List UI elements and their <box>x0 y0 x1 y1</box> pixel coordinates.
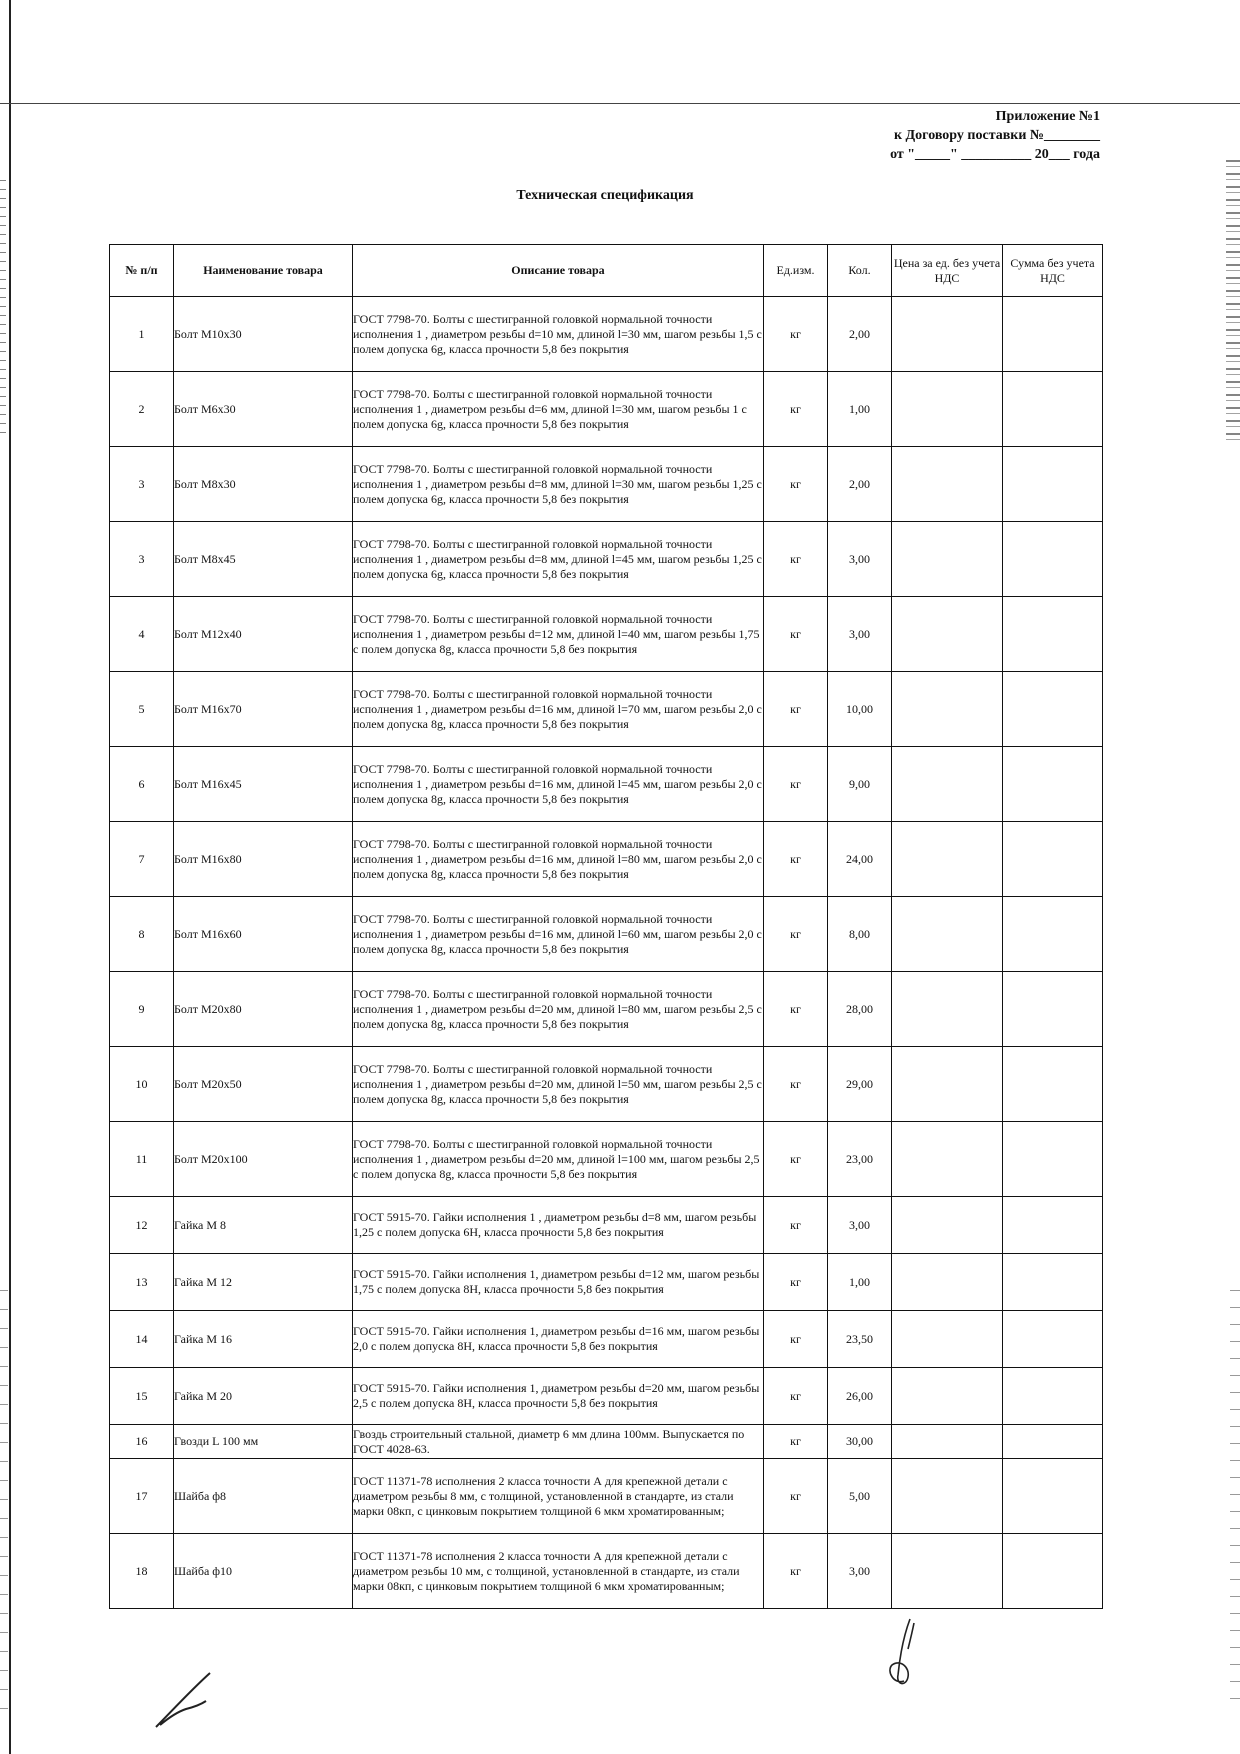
unit: кг <box>764 1459 828 1534</box>
unit: кг <box>764 1534 828 1609</box>
table-row <box>110 1254 1103 1311</box>
total-sum <box>1003 1122 1103 1197</box>
unit: кг <box>764 1425 828 1459</box>
quantity: 3,00 <box>828 1534 892 1609</box>
row-number: 16 <box>110 1425 174 1459</box>
table-row <box>110 447 1103 522</box>
row-number: 5 <box>110 672 174 747</box>
table-row <box>110 1122 1103 1197</box>
quantity: 23,00 <box>828 1122 892 1197</box>
table-body <box>110 297 1103 1609</box>
appendix-number: Приложение №1 <box>995 109 1100 124</box>
unit: кг <box>764 972 828 1047</box>
row-number: 8 <box>110 897 174 972</box>
row-number: 6 <box>110 747 174 822</box>
unit-price <box>892 372 1003 447</box>
unit: кг <box>764 672 828 747</box>
quantity: 3,00 <box>828 597 892 672</box>
total-sum <box>1003 297 1103 372</box>
total-sum <box>1003 1368 1103 1425</box>
col-header-description: Описание товара <box>353 245 764 297</box>
contract-date: от "_____" __________ 20___ года <box>890 147 1100 162</box>
total-sum <box>1003 1534 1103 1609</box>
table-row <box>110 1311 1103 1368</box>
quantity: 3,00 <box>828 1197 892 1254</box>
unit: кг <box>764 522 828 597</box>
table-row <box>110 1197 1103 1254</box>
contract-reference: к Договору поставки №________ <box>893 128 1100 143</box>
appendix-header <box>890 107 1100 164</box>
row-number: 17 <box>110 1459 174 1534</box>
product-description: ГОСТ 7798-70. Болты с шестигранной головкой нормальной точности исполнения 1 , диаметром резьбы d=20 мм, длиной l=80 мм, шагом резьбы 2,5 с полем допуска 8g, класса прочности 5,8 без покрытия <box>353 972 764 1047</box>
unit: кг <box>764 897 828 972</box>
product-name: Болт М16х45 <box>174 747 353 822</box>
product-description: ГОСТ 5915-70. Гайки исполнения 1 , диаметром резьбы d=8 мм, шагом резьбы 1,25 с полем допуска 6Н, класса прочности 5,8 без покрытия <box>353 1197 764 1254</box>
product-name: Болт М12х40 <box>174 597 353 672</box>
product-description: ГОСТ 7798-70. Болты с шестигранной головкой нормальной точности исполнения 1 , диаметром резьбы d=10 мм, длиной l=30 мм, шагом резьбы 1,5 с полем допуска 6g, класса прочности 5,8 без покрытия <box>353 297 764 372</box>
total-sum <box>1003 972 1103 1047</box>
total-sum <box>1003 1311 1103 1368</box>
quantity: 28,00 <box>828 972 892 1047</box>
product-description: ГОСТ 5915-70. Гайки исполнения 1, диаметром резьбы d=16 мм, шагом резьбы 2,0 с полем допуска 8Н, класса прочности 5,8 без покрытия <box>353 1311 764 1368</box>
unit-price <box>892 1254 1003 1311</box>
quantity: 5,00 <box>828 1459 892 1534</box>
unit-price <box>892 447 1003 522</box>
document-title: Техническая спецификация <box>516 188 694 203</box>
table-row <box>110 297 1103 372</box>
product-description: ГОСТ 7798-70. Болты с шестигранной головкой нормальной точности исполнения 1 , диаметром резьбы d=16 мм, длиной l=60 мм, шагом резьбы 2,0 с полем допуска 8g, класса прочности 5,8 без покрытия <box>353 897 764 972</box>
row-number: 3 <box>110 447 174 522</box>
product-name: Болт М16х80 <box>174 822 353 897</box>
table-row <box>110 1534 1103 1609</box>
total-sum <box>1003 447 1103 522</box>
row-number: 3 <box>110 522 174 597</box>
product-name: Болт М8х45 <box>174 522 353 597</box>
total-sum <box>1003 1047 1103 1122</box>
row-number: 18 <box>110 1534 174 1609</box>
table-row <box>110 1368 1103 1425</box>
product-description: ГОСТ 5915-70. Гайки исполнения 1, диаметром резьбы d=12 мм, шагом резьбы 1,75 с полем допуска 8Н, класса прочности 5,8 без покрытия <box>353 1254 764 1311</box>
product-name: Гайка М 8 <box>174 1197 353 1254</box>
table-row <box>110 1459 1103 1534</box>
unit-price <box>892 1122 1003 1197</box>
product-name: Болт М6х30 <box>174 372 353 447</box>
table-row <box>110 972 1103 1047</box>
col-header-quantity: Кол. <box>828 245 892 297</box>
quantity: 30,00 <box>828 1425 892 1459</box>
quantity: 26,00 <box>828 1368 892 1425</box>
scan-artifact-left-lower <box>0 1290 8 1710</box>
col-header-number: № п/п <box>110 245 174 297</box>
product-description: Гвоздь строительный стальной, диаметр 6 мм длина 100мм. Выпускается по ГОСТ 4028-63. <box>353 1425 764 1459</box>
table-row <box>110 822 1103 897</box>
unit: кг <box>764 822 828 897</box>
col-header-unit: Ед.изм. <box>764 245 828 297</box>
quantity: 3,00 <box>828 522 892 597</box>
total-sum <box>1003 897 1103 972</box>
product-name: Болт М16х70 <box>174 672 353 747</box>
product-name: Болт М20х80 <box>174 972 353 1047</box>
total-sum <box>1003 672 1103 747</box>
product-description: ГОСТ 7798-70. Болты с шестигранной головкой нормальной точности исполнения 1 , диаметром резьбы d=8 мм, длиной l=30 мм, шагом резьбы 1,25 с полем допуска 6g, класса прочности 5,8 без покрытия <box>353 447 764 522</box>
row-number: 4 <box>110 597 174 672</box>
table-row <box>110 522 1103 597</box>
scan-top-line <box>0 103 1240 104</box>
table-row <box>110 1047 1103 1122</box>
table-row <box>110 597 1103 672</box>
total-sum <box>1003 747 1103 822</box>
quantity: 1,00 <box>828 372 892 447</box>
unit: кг <box>764 1254 828 1311</box>
product-description: ГОСТ 7798-70. Болты с шестигранной головкой нормальной точности исполнения 1 , диаметром резьбы d=8 мм, длиной l=45 мм, шагом резьбы 1,25 с полем допуска 6g, класса прочности 5,8 без покрытия <box>353 522 764 597</box>
product-name: Гайка М 12 <box>174 1254 353 1311</box>
quantity: 2,00 <box>828 297 892 372</box>
product-name: Гвозди L 100 мм <box>174 1425 353 1459</box>
row-number: 1 <box>110 297 174 372</box>
unit-price <box>892 1425 1003 1459</box>
unit-price <box>892 972 1003 1047</box>
row-number: 14 <box>110 1311 174 1368</box>
total-sum <box>1003 1459 1103 1534</box>
product-description: ГОСТ 7798-70. Болты с шестигранной головкой нормальной точности исполнения 1 , диаметром резьбы d=20 мм, длиной l=100 мм, шагом резьбы 2,5 с полем допуска 8g, класса прочности 5,8 без покрытия <box>353 1122 764 1197</box>
unit: кг <box>764 747 828 822</box>
unit: кг <box>764 1197 828 1254</box>
scan-artifact-right-lower <box>1230 1290 1240 1710</box>
product-description: ГОСТ 11371-78 исполнения 2 класса точности А для крепежной детали с диаметром резьбы 8 мм, с толщиной, установленной в стандарте, из стали марки 08кп, с цинковым покрытием толщиной 6 мкм хроматированным; <box>353 1459 764 1534</box>
product-name: Болт М10х30 <box>174 297 353 372</box>
quantity: 23,50 <box>828 1311 892 1368</box>
row-number: 15 <box>110 1368 174 1425</box>
signature-left <box>150 1665 230 1735</box>
quantity: 24,00 <box>828 822 892 897</box>
row-number: 9 <box>110 972 174 1047</box>
scan-edge-line <box>9 0 11 1754</box>
total-sum <box>1003 1425 1103 1459</box>
unit: кг <box>764 1047 828 1122</box>
table-row <box>110 672 1103 747</box>
table-row <box>110 372 1103 447</box>
product-description: ГОСТ 7798-70. Болты с шестигранной головкой нормальной точности исполнения 1 , диаметром резьбы d=16 мм, длиной l=45 мм, шагом резьбы 2,0 с полем допуска 8g, класса прочности 5,8 без покрытия <box>353 747 764 822</box>
table-header-row <box>110 245 1103 297</box>
row-number: 13 <box>110 1254 174 1311</box>
unit-price <box>892 672 1003 747</box>
total-sum <box>1003 372 1103 447</box>
unit-price <box>892 522 1003 597</box>
product-name: Гайка М 20 <box>174 1368 353 1425</box>
unit: кг <box>764 372 828 447</box>
specification-table <box>109 244 1103 1609</box>
product-description: ГОСТ 11371-78 исполнения 2 класса точности А для крепежной детали с диаметром резьбы 10 мм, с толщиной, установленной в стандарте, из стали марки 08кп, с цинковым покрытием толщиной 6 мкм хроматированным; <box>353 1534 764 1609</box>
row-number: 11 <box>110 1122 174 1197</box>
unit-price <box>892 822 1003 897</box>
unit-price <box>892 1459 1003 1534</box>
unit: кг <box>764 1311 828 1368</box>
unit-price <box>892 1534 1003 1609</box>
quantity: 8,00 <box>828 897 892 972</box>
unit-price <box>892 747 1003 822</box>
unit: кг <box>764 1122 828 1197</box>
scan-artifact-left <box>0 180 6 440</box>
product-description: ГОСТ 7798-70. Болты с шестигранной головкой нормальной точности исполнения 1 , диаметром резьбы d=16 мм, длиной l=70 мм, шагом резьбы 2,0 с полем допуска 8g, класса прочности 5,8 без покрытия <box>353 672 764 747</box>
row-number: 7 <box>110 822 174 897</box>
unit-price <box>892 897 1003 972</box>
table-row <box>110 897 1103 972</box>
unit: кг <box>764 297 828 372</box>
unit: кг <box>764 1368 828 1425</box>
unit-price <box>892 1368 1003 1425</box>
quantity: 2,00 <box>828 447 892 522</box>
total-sum <box>1003 522 1103 597</box>
col-header-sum: Сумма без учета НДС <box>1003 245 1103 297</box>
product-name: Болт М16х60 <box>174 897 353 972</box>
unit: кг <box>764 447 828 522</box>
row-number: 10 <box>110 1047 174 1122</box>
product-name: Болт М20х100 <box>174 1122 353 1197</box>
quantity: 10,00 <box>828 672 892 747</box>
quantity: 9,00 <box>828 747 892 822</box>
product-name: Гайка М 16 <box>174 1311 353 1368</box>
product-description: ГОСТ 7798-70. Болты с шестигранной головкой нормальной точности исполнения 1 , диаметром резьбы d=16 мм, длиной l=80 мм, шагом резьбы 2,0 с полем допуска 8g, класса прочности 5,8 без покрытия <box>353 822 764 897</box>
row-number: 12 <box>110 1197 174 1254</box>
scan-artifact-right <box>1226 160 1240 440</box>
product-description: ГОСТ 5915-70. Гайки исполнения 1, диаметром резьбы d=20 мм, шагом резьбы 2,5 с полем допуска 8Н, класса прочности 5,8 без покрытия <box>353 1368 764 1425</box>
unit-price <box>892 297 1003 372</box>
total-sum <box>1003 1197 1103 1254</box>
product-name: Шайба ф8 <box>174 1459 353 1534</box>
product-name: Болт М8х30 <box>174 447 353 522</box>
quantity: 29,00 <box>828 1047 892 1122</box>
product-description: ГОСТ 7798-70. Болты с шестигранной головкой нормальной точности исполнения 1 , диаметром резьбы d=12 мм, длиной l=40 мм, шагом резьбы 1,75 с полем допуска 8g, класса прочности 5,8 без покрытия <box>353 597 764 672</box>
quantity: 1,00 <box>828 1254 892 1311</box>
total-sum <box>1003 822 1103 897</box>
col-header-price: Цена за ед. без учета НДС <box>892 245 1003 297</box>
table-row <box>110 1425 1103 1459</box>
unit-price <box>892 1197 1003 1254</box>
table-row <box>110 747 1103 822</box>
unit-price <box>892 1047 1003 1122</box>
signature-right <box>880 1615 930 1695</box>
unit-price <box>892 1311 1003 1368</box>
total-sum <box>1003 1254 1103 1311</box>
product-name: Шайба ф10 <box>174 1534 353 1609</box>
product-description: ГОСТ 7798-70. Болты с шестигранной головкой нормальной точности исполнения 1 , диаметром резьбы d=6 мм, длиной l=30 мм, шагом резьбы 1 с полем допуска 6g, класса прочности 5,8 без покрытия <box>353 372 764 447</box>
product-name: Болт М20х50 <box>174 1047 353 1122</box>
row-number: 2 <box>110 372 174 447</box>
total-sum <box>1003 597 1103 672</box>
unit: кг <box>764 597 828 672</box>
product-description: ГОСТ 7798-70. Болты с шестигранной головкой нормальной точности исполнения 1 , диаметром резьбы d=20 мм, длиной l=50 мм, шагом резьбы 2,5 с полем допуска 8g, класса прочности 5,8 без покрытия <box>353 1047 764 1122</box>
col-header-name: Наименование товара <box>174 245 353 297</box>
unit-price <box>892 597 1003 672</box>
